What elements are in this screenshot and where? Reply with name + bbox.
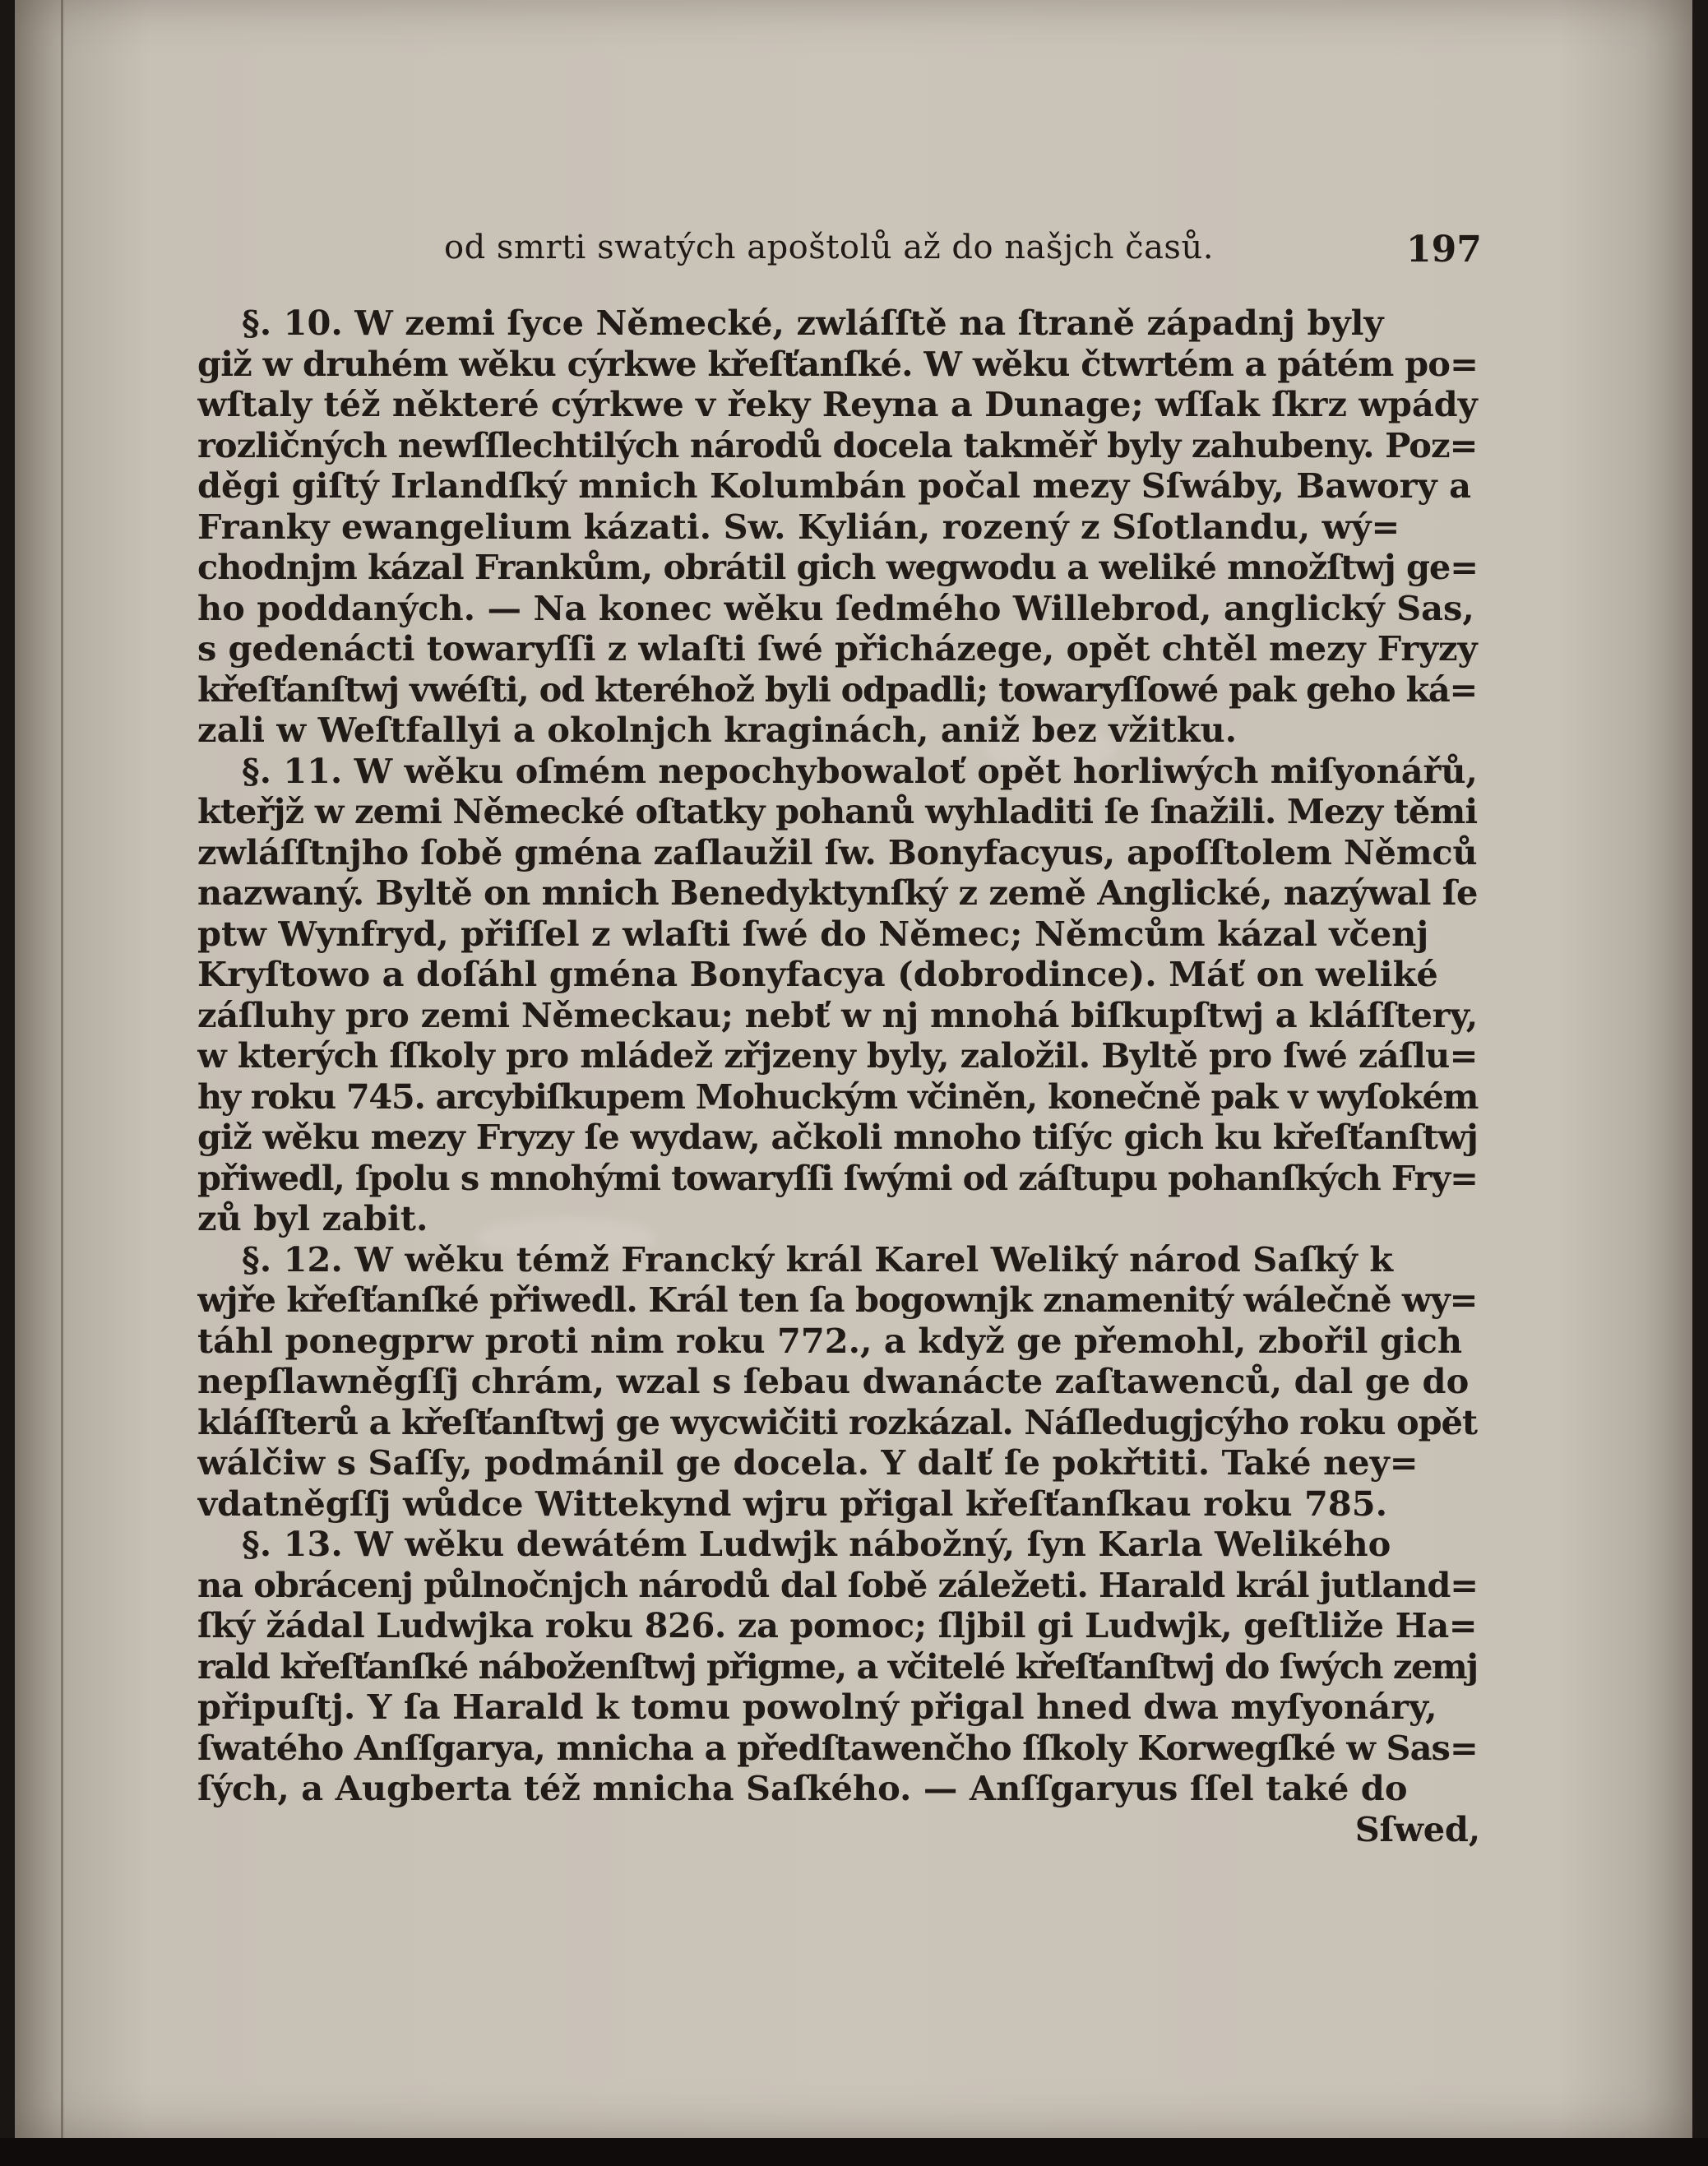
text-line: kteřjž w zemi Německé oſtatky pohanů wyhladiti ſe ſnažili. Mezy těmi: [197, 791, 1478, 831]
text-line: vdatněgſſj wůdce Wittekynd wjru přigal křeſťanſkau roku 785.: [197, 1483, 1388, 1524]
text-line: táhl ponegprw proti nim roku 772., a když ge přemohl, zbořil gich: [197, 1320, 1463, 1361]
running-header: [444, 229, 1480, 266]
catchword-line: [197, 1809, 1480, 1850]
text-line: §. 10. W zemi ſyce Německé, zwláſſtě na ſtraně západnj byly: [242, 303, 1384, 343]
text-line: záſluhy pro zemi Německau; nebť w nj mnohá biſkupſtwj a kláſſtery,: [197, 994, 1478, 1035]
text-line: ptw Wynfryd, přiſſel z wlaſti ſwé do Němec; Němcům kázal včenj: [197, 913, 1429, 954]
catchword: Sſwed,: [1354, 1808, 1480, 1849]
text-line: rozličných newſſlechtilých národů docela takměř byly zahubeny. Poz=: [197, 424, 1478, 465]
text-line: giž w druhém wěku cýrkwe křeſťanſké. W wěku čtwrtém a pátém po=: [197, 343, 1479, 384]
text-line: ſých, a Augberta též mnicha Saſkého. — Anſſgaryus ſſel také do: [197, 1768, 1408, 1808]
text-line: giž wěku mezy Fryzy ſe wydaw, ačkoli mnoho tiſýc gich ku křeſťanſtwj: [197, 1117, 1479, 1157]
text-line: §. 11. W wěku oſmém nepochybowaloť opět horliwých miſyonářů,: [242, 750, 1478, 791]
text-line: děgi giſtý Irlandſký mnich Kolumbán počal mezy Sſwáby, Bawory a: [197, 465, 1471, 506]
text-line: Kryſtowo a doſáhl gména Bonyfacya (dobrodince). Máť on weliké: [197, 954, 1438, 994]
text-line: wálčiw s Saſſy, podmánil ge docela. Y dalť ſe pokřtiti. Také ney=: [197, 1442, 1419, 1483]
text-line: nazwaný. Byltě on mnich Benedyktynſký z země Anglické, nazýwal ſe: [197, 872, 1478, 913]
page-number: 197: [1406, 229, 1482, 271]
text-line: křeſťanſtwj vwéſti, od kteréhož byli odpadli; towaryſſowé pak geho ká=: [197, 669, 1478, 710]
paragraph-12: [197, 1239, 1480, 1525]
page-spine-shadow: [61, 0, 63, 2138]
text-line: chodnjm kázal Frankům, obrátil gich wegwodu a weliké množſtwj ge=: [197, 547, 1478, 587]
text-line: wjře křeſťanſké přiwedl. Král ten ſa bogownjk znamenitý wálečně wy=: [197, 1280, 1478, 1320]
text-line: kláſſterů a křeſťanſtwj ge wycwičiti rozkázal. Náſledugjcýho roku opět: [197, 1401, 1478, 1442]
text-line: zwláſſtnjho ſobě gména zaſlaužil ſw. Bonyfacyus, apoſſtolem Němců: [197, 831, 1478, 872]
text-line: rald křeſťanſké náboženſtwj přigme, a včitelé křeſťanſtwj do ſwých zemj: [197, 1645, 1478, 1687]
paragraph-10: [197, 303, 1480, 751]
text-line: wſtaly též některé cýrkwe v řeky Reyna a Dunage; wſſak ſkrz wpády: [197, 384, 1478, 424]
text-line: zů byl zabit.: [197, 1198, 428, 1238]
text-line: ho poddaných. — Na konec wěku ſedmého Willebrod, anglický Sas,: [197, 587, 1474, 628]
text-line: Franky ewangelium kázati. Sw. Kylián, rozený z Sſotlandu, wý=: [197, 506, 1400, 547]
text-line: s gedenácti towaryſſi z wlaſti ſwé přicházege, opět chtěl mezy Fryzy: [197, 628, 1478, 669]
text-line: zali w Weſtfallyi a okolnjch kraginách, aniž bez vžitku.: [197, 710, 1238, 750]
scan-bottom-edge: [0, 2138, 1708, 2166]
text-line: na obrácenj půlnočnjch národů dal ſobě záležeti. Harald král jutland=: [197, 1564, 1478, 1605]
text-line: nepſlawněgſſj chrám, wzal s ſebau dwanácte zaſtawenců, dal ge do: [197, 1361, 1470, 1401]
text-line: §. 12. W wěku témž Francký král Karel Weliký národ Saſký k: [242, 1238, 1394, 1280]
text-line: připuſtj. Y ſa Harald k tomu powolný přigal hned dwa myſyonáry,: [197, 1687, 1437, 1727]
text-line: přiwedl, ſpolu s mnohými towaryſſi ſwými od záſtupu pohanſkých Fry=: [197, 1157, 1478, 1198]
running-title: od smrti swatých apoštolů až do našjch časů.: [444, 229, 1214, 266]
text-line: ſký žádal Ludwjka roku 826. za pomoc; ſljbil gi Ludwjk, geſtliže Ha=: [197, 1605, 1478, 1645]
text-line: hy roku 745. arcybiſkupem Mohuckým včiněn, konečně pak v wyſokém: [197, 1076, 1479, 1117]
paragraph-11: [197, 751, 1480, 1239]
text-line: w kterých ſſkoly pro mládež zřjzeny byly, založil. Byltě pro ſwé záſlu=: [197, 1035, 1478, 1076]
text-line: ſwatého Anſſgarya, mnicha a předſtawenčho ſſkoly Korwegſké w Sas=: [197, 1727, 1478, 1768]
paragraph-13: [197, 1524, 1480, 1809]
body-text: [197, 303, 1480, 1849]
text-line: §. 13. W wěku dewátém Ludwjk nábožný, ſyn Karla Welikého: [242, 1524, 1391, 1564]
